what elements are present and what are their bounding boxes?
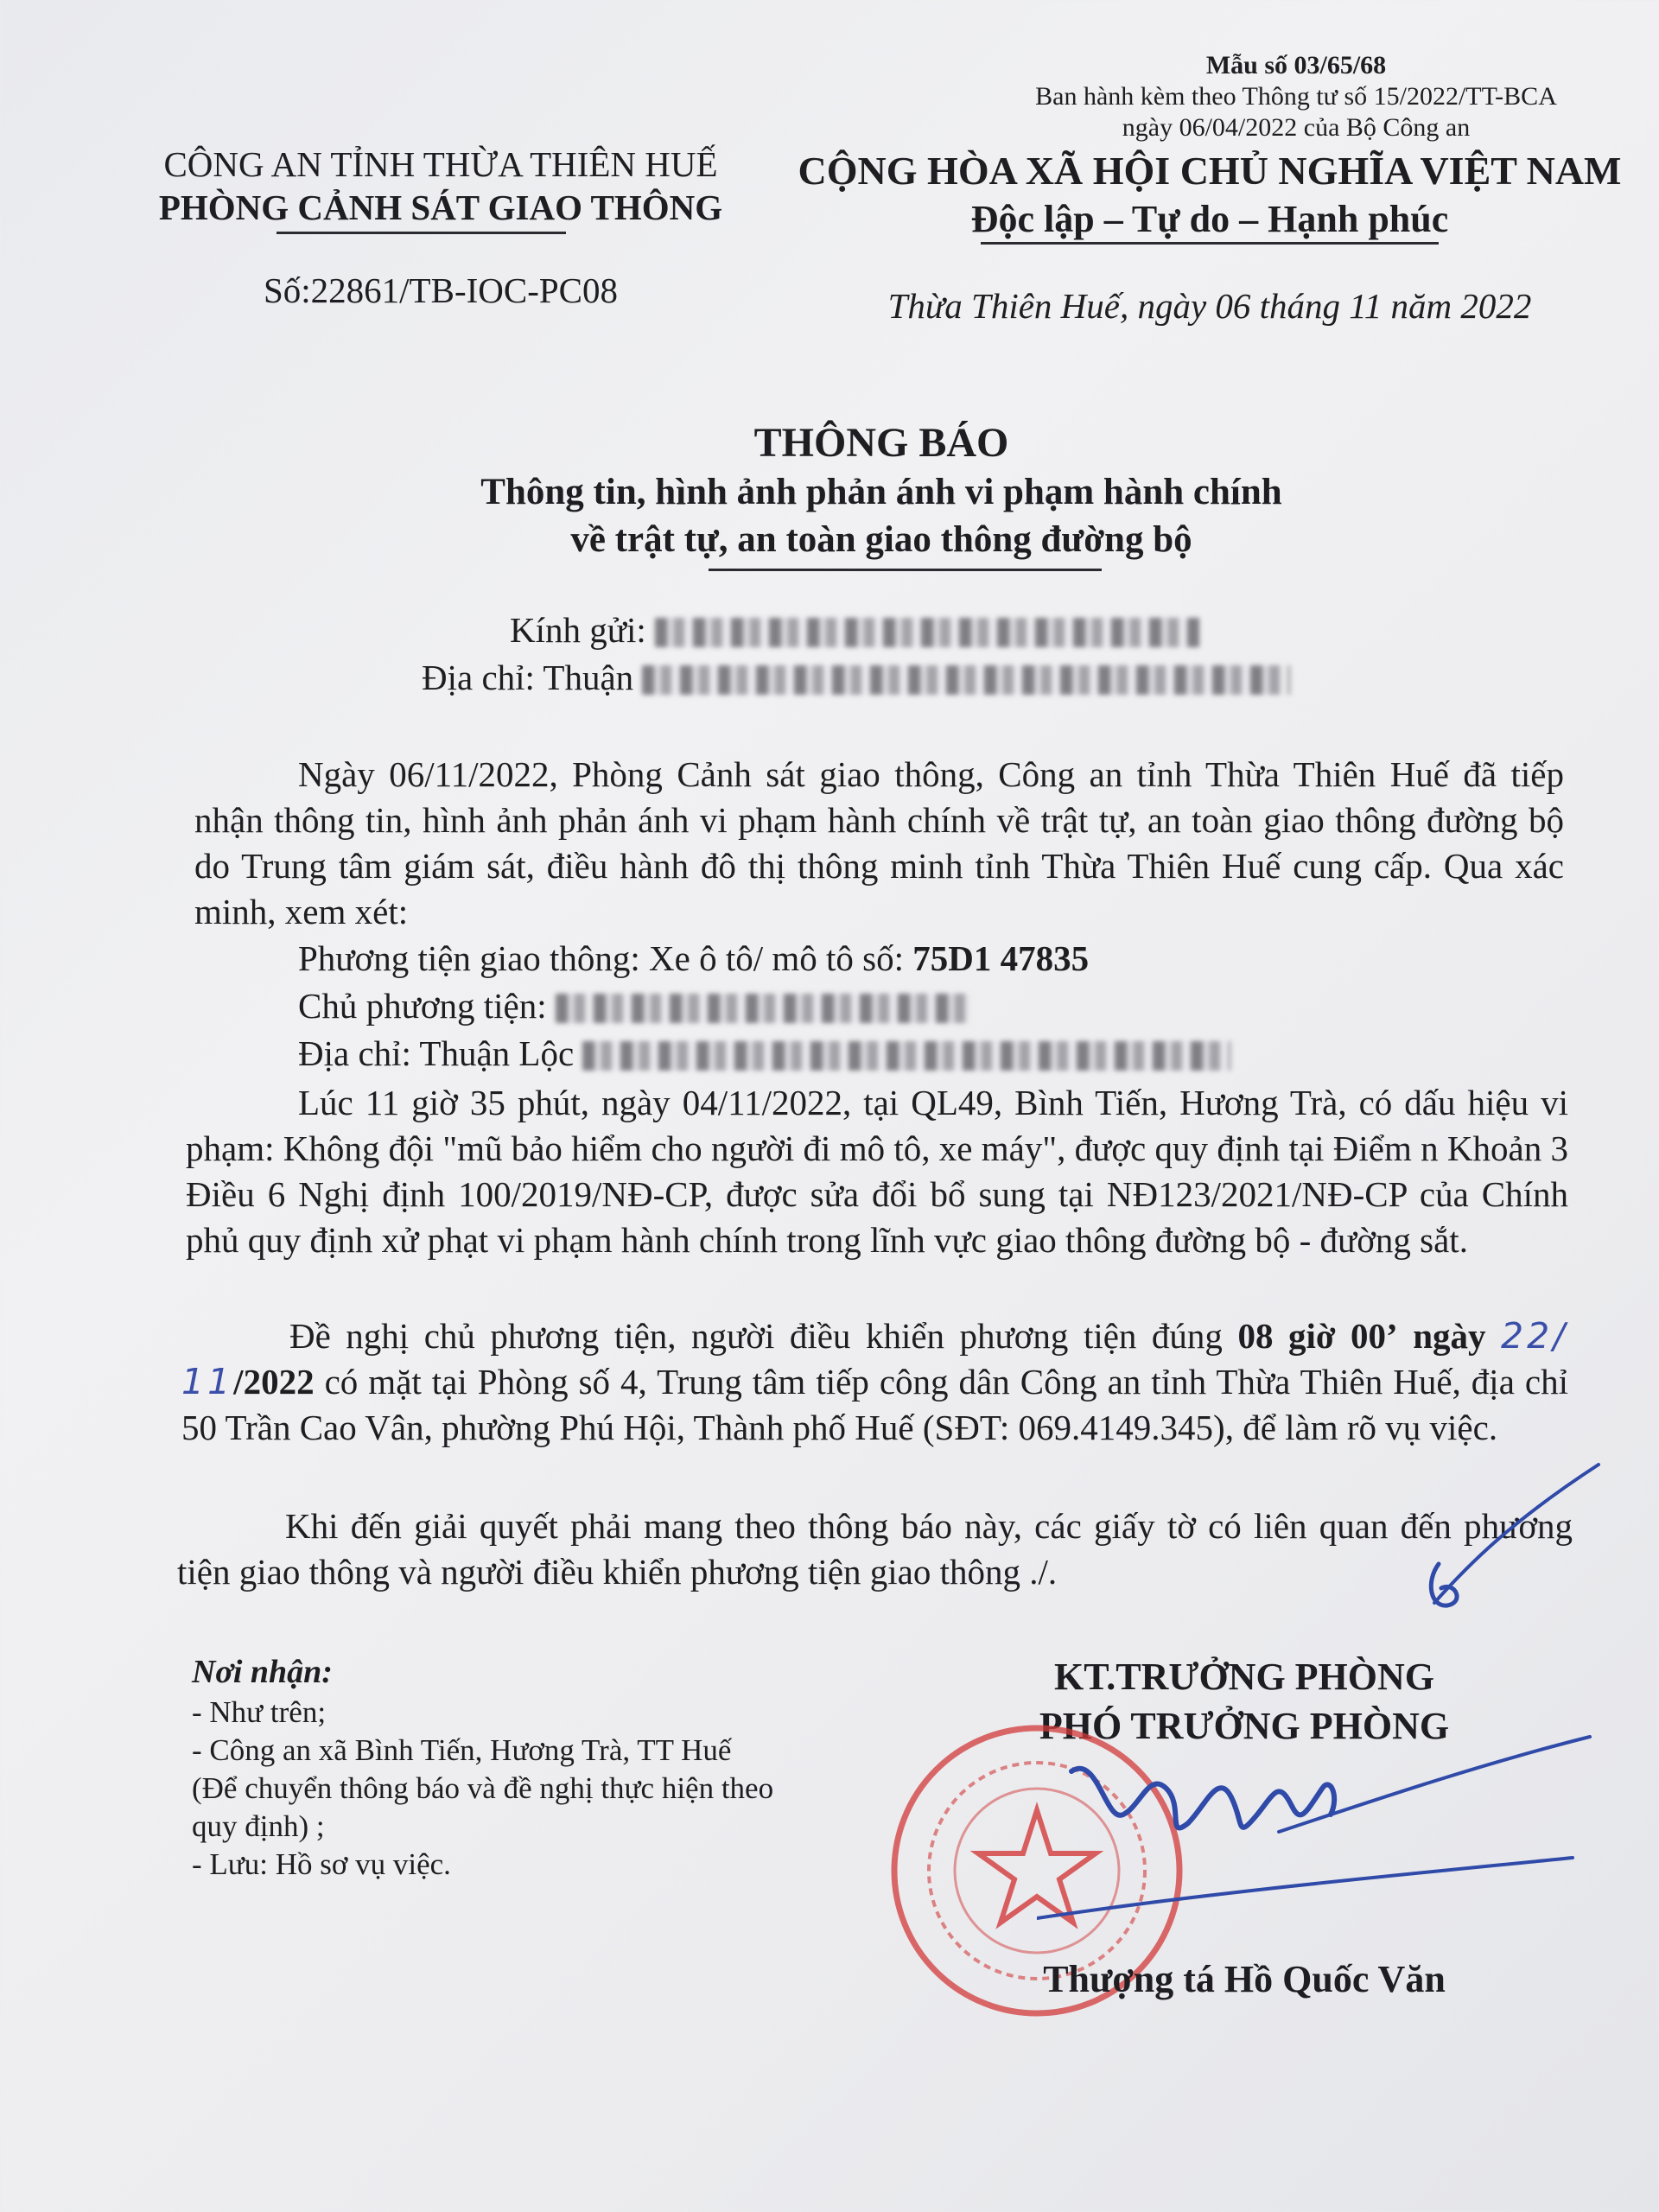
redacted-address: [642, 665, 1290, 695]
nation-underline: [981, 242, 1439, 245]
recipient-item: (Để chuyển thông báo và đề nghị thực hiện theo: [192, 1771, 774, 1805]
agency-line2: PHÒNG CẢNH SÁT GIAO THÔNG: [158, 188, 723, 227]
vehicle-line: [298, 938, 1089, 979]
signature-role-2: PHÓ TRƯỞNG PHÒNG: [1039, 1705, 1450, 1747]
recipient-item: quy định) ;: [192, 1809, 325, 1843]
nation-line2: Độc lập – Tự do – Hạnh phúc: [970, 198, 1449, 240]
handwritten-initial-mark: [1417, 1452, 1607, 1624]
agency-line1: CÔNG AN TỈNH THỪA THIÊN HUẾ: [163, 144, 718, 184]
nation-header: [778, 147, 1642, 244]
title-underline: [709, 569, 1102, 571]
owner-label: Chủ phương tiện:: [298, 986, 547, 1026]
notice-subtitle-2: về trật tự, an toàn giao thông đường bộ: [570, 519, 1192, 560]
notice-subtitle-1: Thông tin, hình ảnh phản ánh vi phạm hành chính: [480, 472, 1282, 512]
redacted-owner: [556, 994, 970, 1023]
signer-name: Thượng tá Hồ Quốc Văn: [1043, 1958, 1446, 2000]
paragraph-2: Lúc 11 giờ 35 phút, ngày 04/11/2022, tại QL49, Bình Tiến, Hương Trà, có dấu hiệu vi phạm: Không đội "mũ bảo hiểm cho người đi mô tô, xe máy", được quy định tại Điểm n Khoản 3 Điều 6 Nghị định 100/2019/NĐ-CP, được sửa đổi bổ sung tại NĐ123/2021/NĐ-CP của Chính phủ quy định xử phạt vi phạm hành chính trong lĩnh vực giao thông đường bộ - đường sắt.: [186, 1083, 1568, 1260]
appointment-day-label: ngày: [1413, 1316, 1502, 1356]
agency-header: [130, 143, 752, 229]
recipients-list: [192, 1650, 849, 1884]
form-issued-date: ngày 06/04/2022 của Bộ Công an: [1122, 113, 1471, 142]
recipient-item: - Lưu: Hồ sơ vụ việc.: [192, 1847, 451, 1881]
nation-line1: CỘNG HÒA XÃ HỘI CHỦ NGHĨA VIỆT NAM: [798, 149, 1622, 193]
recipient-item: - Công an xã Bình Tiến, Hương Trà, TT Huế: [192, 1733, 732, 1767]
owner-line: [298, 985, 970, 1027]
recipient-to: [510, 609, 1199, 651]
paragraph-1: Ngày 06/11/2022, Phòng Cảnh sát giao thông, Công an tỉnh Thừa Thiên Huế đã tiếp nhận thông tin, hình ảnh phản ánh vi phạm hành chính về trật tự, an toàn giao thông đường bộ do Trung tâm giám sát, điều hành đô thị thông minh tỉnh Thừa Thiên Huế cung cấp. Qua xác minh, xem xét:: [194, 754, 1564, 931]
recipient-item: - Như trên;: [192, 1695, 327, 1729]
agency-underline: [276, 232, 566, 234]
place-date: Thừa Thiên Huế, ngày 06 tháng 11 năm 2022: [887, 286, 1532, 326]
paragraph-4: Khi đến giải quyết phải mang theo thông báo này, các giấy tờ có liên quan đến phương tiện giao thông và người điều khiển phương tiện giao thông ./.: [177, 1506, 1573, 1592]
notice-title: THÔNG BÁO: [753, 420, 1009, 466]
para3-rest: có mặt tại Phòng số 4, Trung tâm tiếp công dân Công an tỉnh Thừa Thiên Huế, địa chỉ 50 Trần Cao Vân, phường Phú Hội, Thành phố Huế (SĐT: 069.4149.345), để làm rõ vụ việc.: [181, 1362, 1568, 1447]
handwritten-date: 22/ 11: [181, 1315, 1569, 1402]
address-label: Địa chỉ: Thuận: [422, 658, 634, 697]
appointment-time: 08 giờ 00’: [1237, 1316, 1398, 1356]
para3-start: Đề nghị chủ phương tiện, người điều khiển phương tiện đúng: [289, 1316, 1238, 1356]
doc-number: Số:22861/TB-IOC-PC08: [263, 270, 619, 310]
vehicle-plate: 75D1 47835: [912, 938, 1090, 978]
redacted-owner-address: [582, 1041, 1230, 1071]
owner-address-line: [298, 1033, 1230, 1074]
handwritten-signature: [1037, 1719, 1607, 1944]
to-label: Kính gửi:: [510, 610, 646, 650]
form-code: Mẫu số 03/65/68: [1205, 51, 1387, 79]
recipients-heading: Nơi nhận:: [192, 1654, 333, 1690]
vehicle-label: Phương tiện giao thông: Xe ô tô/ mô tô số:: [298, 938, 913, 978]
form-code-block: [959, 50, 1633, 143]
owner-address-label: Địa chỉ: Thuận Lộc: [298, 1033, 575, 1073]
redacted-name: [655, 618, 1199, 647]
appointment-year: /2022: [233, 1362, 315, 1402]
form-issued-with: Ban hành kèm theo Thông tư số 15/2022/TT-BCA: [1035, 82, 1557, 111]
signature-role-1: KT.TRƯỞNG PHÒNG: [1054, 1656, 1434, 1698]
paragraph-3: [181, 1313, 1568, 1451]
recipient-address: [422, 657, 1290, 698]
